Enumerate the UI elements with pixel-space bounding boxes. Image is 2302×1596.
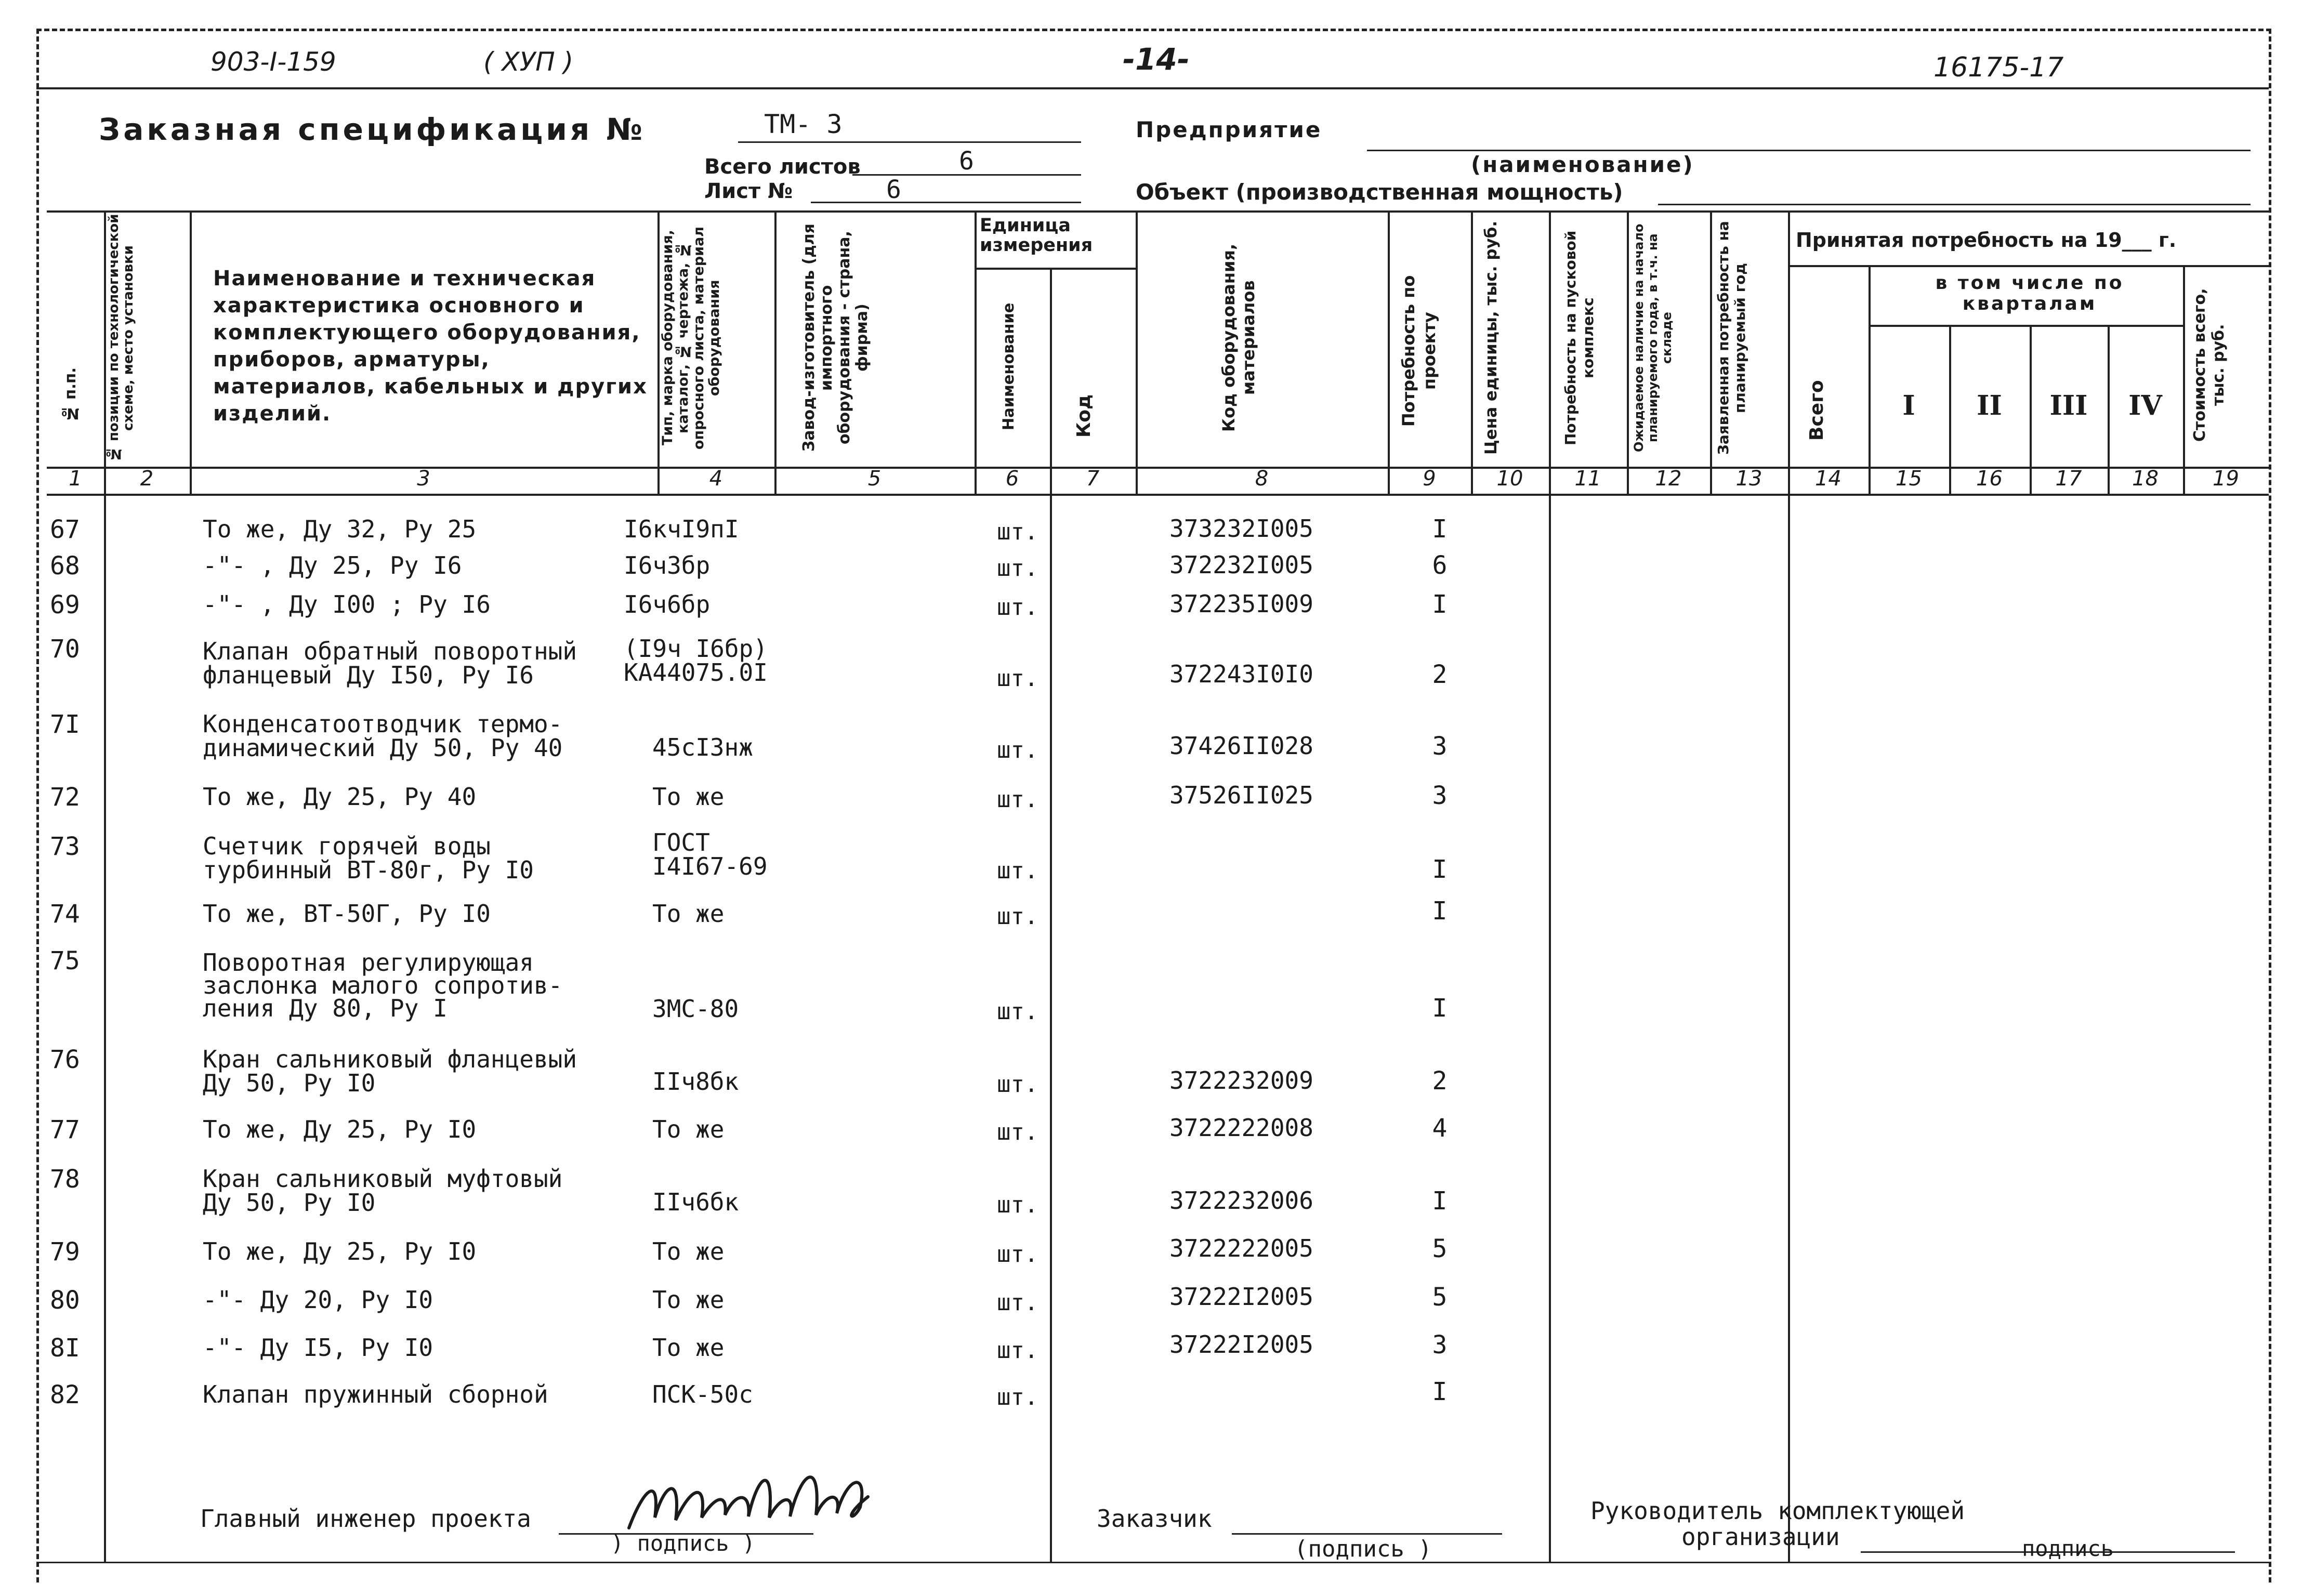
col-header-4: Тип, марка оборудования, каталог, № чертежа, № опросного листа, материал оборудования	[660, 226, 722, 450]
item-unit: шт.	[997, 555, 1038, 582]
item-quantity: I	[1432, 1186, 1448, 1216]
item-type: (I9ч I6бр) КА44075.0I	[624, 635, 768, 687]
item-unit: шт.	[997, 903, 1038, 930]
head-organization-label: Руководитель комплектующей	[1590, 1497, 1965, 1525]
item-quantity: I	[1432, 515, 1448, 544]
col-num: 14	[1815, 467, 1841, 491]
item-description: Поворотная регулирующая заслонка малого сопротив- ления Ду 80, Ру I	[203, 948, 563, 1022]
item-type: I6ч3бр	[624, 551, 711, 579]
col-num: 17	[2055, 467, 2082, 491]
series-number: 903-I-159	[211, 47, 336, 77]
col-header-1: № п.п.	[61, 367, 79, 423]
customer-signature-caption: (подпись )	[1294, 1536, 1432, 1562]
col-header-13: Заявленная потребность на планируемый год	[1715, 221, 1748, 455]
item-code: 3722222008	[1169, 1114, 1313, 1142]
item-unit: шт.	[997, 786, 1038, 813]
object-label: Объект (производственная мощность)	[1136, 179, 1623, 205]
quarter-2: II	[1977, 390, 2002, 421]
item-quantity: 3	[1432, 732, 1448, 761]
item-code: 372232I005	[1169, 551, 1313, 579]
col-num: 7	[1086, 467, 1100, 491]
item-code: 37222I2005	[1169, 1330, 1313, 1358]
col-header-11: Потребность на пусковой комплекс	[1562, 230, 1597, 445]
quarter-4: IV	[2128, 390, 2162, 421]
item-description: То же, Ду 25, Ру I0	[203, 1115, 477, 1143]
col-num: 16	[1976, 467, 2003, 491]
volume-number: ( ХУП )	[483, 47, 574, 77]
signature-caption: ) подпись )	[611, 1531, 756, 1556]
col-num: 1	[69, 467, 82, 491]
item-quantity: I	[1432, 896, 1448, 926]
item-description: Клапан обратный поворотный фланцевый Ду I50, Ру I6	[203, 637, 577, 689]
sheet-value: 6	[886, 175, 901, 204]
col-header-3: Наименование и техническая характеристика основного и комплектующего оборудования, приборов, арматуры, материалов, кабельных и других изделий.	[213, 267, 648, 426]
col-num: 5	[867, 467, 882, 491]
item-description: То же, Ду 25, Ру 40	[203, 783, 477, 811]
row-number: 74	[50, 900, 80, 929]
item-quantity: 5	[1432, 1283, 1448, 1312]
item-unit: шт.	[997, 665, 1038, 692]
item-unit: шт.	[997, 1289, 1038, 1316]
item-description: Счетчик горячей воды турбинный ВТ-80г, Ру I0	[203, 832, 534, 884]
item-description: -"- , Ду 25, Ру I6	[203, 551, 462, 579]
item-code: 372235I009	[1169, 590, 1313, 618]
item-quantity: 3	[1432, 781, 1448, 810]
item-quantity: I	[1432, 855, 1448, 884]
quarter-1: I	[1902, 390, 1915, 421]
item-quantity: 6	[1432, 551, 1448, 580]
item-type: IIч6бк	[652, 1188, 739, 1216]
item-description: То же, ВТ-50Г, Ру I0	[203, 900, 491, 928]
col-num: 2	[140, 467, 154, 491]
item-unit: шт.	[997, 858, 1038, 884]
item-description: -"- Ду I5, Ру I0	[203, 1334, 433, 1362]
col-num: 3	[417, 467, 430, 491]
item-unit: шт.	[997, 998, 1038, 1025]
row-number: 67	[50, 515, 80, 544]
row-number: 70	[50, 635, 80, 664]
item-type: То же	[652, 900, 725, 928]
col-header-19: Стоимость всего, тыс. руб.	[2191, 288, 2228, 442]
page-number: -14-	[1123, 42, 1190, 77]
col-num: 12	[1655, 467, 1682, 491]
item-unit: шт.	[997, 1384, 1038, 1410]
enterprise-label: Предприятие	[1136, 117, 1322, 142]
item-description: Клапан пружинный сборной	[203, 1380, 548, 1408]
item-quantity: 3	[1432, 1330, 1448, 1360]
col-num: 6	[1005, 467, 1019, 491]
item-type: То же	[652, 1115, 725, 1143]
row-number: 76	[50, 1045, 80, 1074]
archive-number: 16175-17	[1933, 52, 2064, 83]
col-num: 15	[1896, 467, 1922, 491]
item-code: 3722222005	[1169, 1234, 1313, 1262]
col-num: 9	[1423, 467, 1436, 491]
item-code: 3722232006	[1169, 1186, 1313, 1215]
quarter-3: III	[2049, 390, 2088, 421]
col-num: 8	[1255, 467, 1269, 491]
item-description: То же, Ду 32, Ру 25	[203, 515, 477, 543]
item-unit: шт.	[997, 519, 1038, 545]
row-number: 68	[50, 551, 80, 581]
item-unit: шт.	[997, 1192, 1038, 1218]
item-description: -"- , Ду I00 ; Ру I6	[203, 590, 491, 618]
row-number: 82	[50, 1380, 80, 1409]
col-header-14: Всего	[1806, 380, 1827, 441]
col-header-6: Наименование	[999, 302, 1017, 430]
item-unit: шт.	[997, 1241, 1038, 1268]
accepted-need-header: Принятая потребность на 19___ г.	[1796, 229, 2177, 252]
row-number: 80	[50, 1286, 80, 1315]
item-unit: шт.	[997, 1337, 1038, 1364]
total-sheets-value: 6	[959, 147, 974, 176]
item-description: Кран сальниковый фланцевый Ду 50, Ру I0	[203, 1045, 577, 1097]
head-organization-label-2: организации	[1681, 1523, 1840, 1551]
col-header-10: Цена единицы, тыс. руб.	[1482, 220, 1501, 455]
row-number: 72	[50, 783, 80, 812]
col-header-2: № позиции по технологической схеме, место установки	[106, 214, 136, 462]
item-type: IIч8бк	[652, 1067, 739, 1096]
col-header-7: Код	[1073, 394, 1095, 438]
item-type: 45сI3нж	[652, 733, 753, 761]
item-type: То же	[652, 1237, 725, 1265]
item-quantity: I	[1432, 590, 1448, 619]
quarters-header: в том числе по кварталам	[1935, 272, 2124, 314]
item-type: I6ч6бр	[624, 590, 711, 618]
item-quantity: 5	[1432, 1234, 1448, 1263]
item-type: ГОСТ I4I67-69	[652, 828, 768, 880]
sheet-label: Лист №	[704, 179, 793, 203]
item-code: 37526II025	[1169, 781, 1313, 809]
col-num: 13	[1735, 467, 1762, 491]
item-unit: шт.	[997, 594, 1038, 621]
item-quantity: 2	[1432, 660, 1448, 689]
col-header-5: Завод-изготовитель (для импортного оборудования - страна, фирма)	[800, 223, 871, 452]
item-code: 372243I0I0	[1169, 660, 1313, 688]
col-num: 4	[709, 467, 723, 491]
col-num: 19	[2213, 467, 2239, 491]
row-number: 8I	[50, 1334, 80, 1363]
col-header-9: Потребность по проекту	[1399, 275, 1439, 427]
item-description: То же, Ду 25, Ру I0	[203, 1237, 477, 1265]
item-quantity: 2	[1432, 1066, 1448, 1096]
spec-number: ТМ- 3	[764, 109, 843, 139]
row-number: 75	[50, 946, 80, 975]
item-unit: шт.	[997, 737, 1038, 763]
item-unit: шт.	[997, 1119, 1038, 1145]
item-code: 373232I005	[1169, 515, 1313, 543]
item-description: Кран сальниковый муфтовый Ду 50, Ру I0	[203, 1165, 563, 1217]
col-header-units: Единица измерения	[980, 215, 1093, 256]
item-code: 37222I2005	[1169, 1283, 1313, 1311]
row-number: 73	[50, 832, 80, 861]
item-quantity: I	[1432, 994, 1448, 1023]
item-type: ЗМС-80	[652, 995, 739, 1023]
customer-label: Заказчик	[1097, 1505, 1212, 1533]
name-caption: (наименование)	[1471, 152, 1694, 177]
item-quantity: 4	[1432, 1114, 1448, 1143]
item-quantity: I	[1432, 1377, 1448, 1406]
item-description: -"- Ду 20, Ру I0	[203, 1286, 433, 1314]
chief-engineer-label: Главный инженер проекта	[200, 1505, 531, 1533]
spec-title: Заказная спецификация №	[99, 112, 646, 147]
col-header-12: Ожидаемое наличие на начало планируемого года, в т.ч. на складе	[1632, 223, 1674, 452]
item-type: ПСК-50с	[652, 1380, 753, 1408]
col-num: 11	[1574, 467, 1601, 491]
item-code: 37426II028	[1169, 732, 1313, 760]
row-number: 77	[50, 1115, 80, 1144]
total-sheets-label: Всего листов	[704, 155, 861, 179]
item-type: То же	[652, 783, 725, 811]
row-number: 78	[50, 1165, 80, 1194]
col-num: 10	[1496, 467, 1523, 491]
head-signature-caption: подпись	[2022, 1536, 2114, 1561]
item-code: 3722232009	[1169, 1066, 1313, 1094]
item-unit: шт.	[997, 1071, 1038, 1098]
item-type: То же	[652, 1286, 725, 1314]
row-number: 69	[50, 590, 80, 619]
row-number: 79	[50, 1237, 80, 1267]
item-type: То же	[652, 1334, 725, 1362]
item-description: Конденсатоотводчик термо- динамический Ду 50, Ру 40	[203, 710, 563, 762]
col-header-8: Код оборудования, материалов	[1219, 243, 1258, 432]
row-number: 7I	[50, 710, 80, 739]
col-num: 18	[2132, 467, 2159, 491]
item-type: I6кчI9пI	[624, 515, 739, 543]
